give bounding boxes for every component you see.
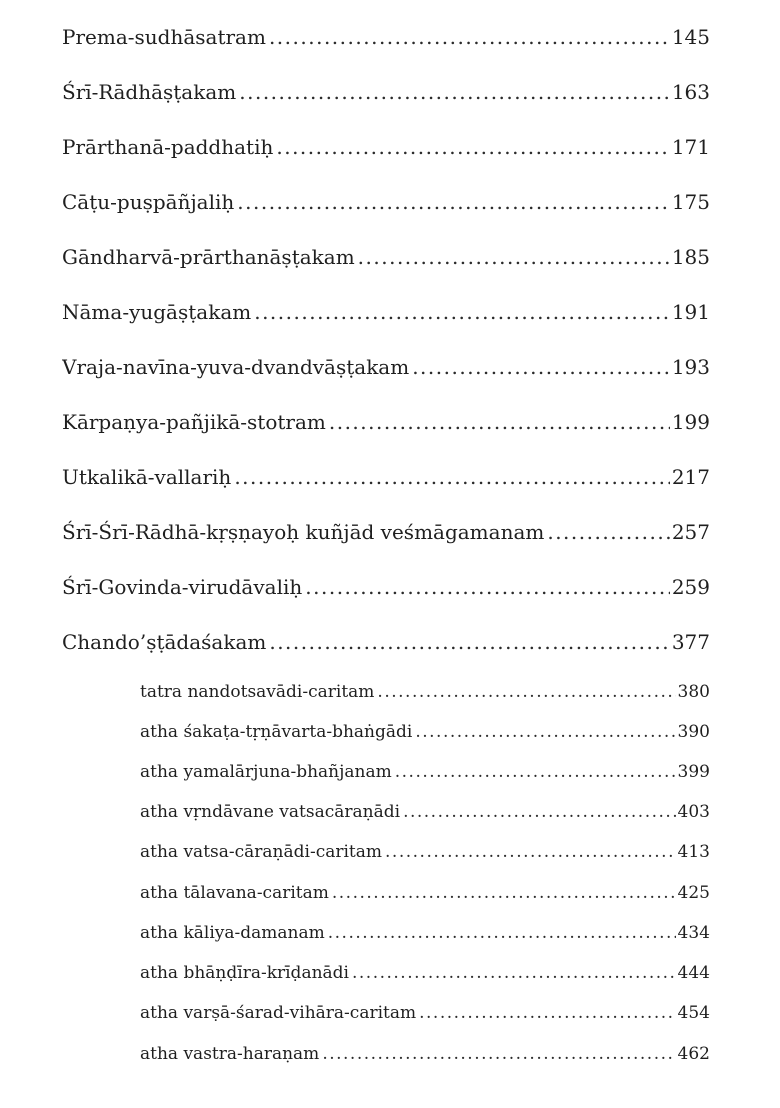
toc-subentry [140,1000,710,1026]
page-number: 403 [677,802,710,822]
dot-leader [332,880,676,906]
toc-entry [62,572,710,602]
toc-entry [62,242,710,272]
page-number: 444 [677,963,710,983]
entry-title: Chando’ṣṭādaśakam [62,630,267,654]
toc-entry [62,297,710,327]
entry-title: Śrī-Śrī-Rādhā-kṛṣṇayoḥ kuñjād veśmāgamanam [62,520,545,544]
dot-leader [415,719,675,745]
entry-title: Cāṭu-puṣpāñjaliḥ [62,190,235,214]
entry-title: Śrī-Rādhāṣṭakam [62,80,237,104]
page-number: 399 [677,762,710,782]
dot-leader [385,839,676,865]
toc-subentry [140,880,710,906]
toc-subentry [140,799,710,825]
page-number: 257 [671,520,710,544]
dot-leader [237,187,670,217]
entry-title: Śrī-Govinda-virudāvaliḥ [62,575,303,599]
page-number: 434 [677,923,710,943]
dot-leader [322,1041,675,1067]
page-number: 377 [671,630,710,654]
dot-leader [276,132,669,162]
entry-title: Nāma-yugāṣṭakam [62,300,252,324]
page-number: 175 [671,190,710,214]
page-number: 145 [671,25,710,49]
dot-leader [419,1000,675,1026]
entry-title: atha kāliya-damanam [140,923,325,943]
toc-entry [62,517,710,547]
entry-title: atha varṣā-śarad-vihāra-caritam [140,1003,417,1023]
entry-title: atha tālavana-caritam [140,883,329,903]
toc-subentry [140,960,710,986]
dot-leader [358,242,670,272]
page-number: 454 [677,1003,710,1023]
entry-title: Prārthanā-paddhatiḥ [62,135,274,159]
dot-leader [328,920,676,946]
dot-leader [412,352,670,382]
entry-title: atha yamalārjuna-bhañjanam [140,762,392,782]
page-number: 191 [671,300,710,324]
page-number: 425 [677,883,710,903]
dot-leader [329,407,670,437]
page-number: 462 [677,1044,710,1064]
entry-title: atha vatsa-cāraṇādi-caritam [140,842,383,862]
dot-leader [269,22,670,52]
page-number: 380 [677,682,710,702]
entry-title: Vraja-navīna-yuva-dvandvāṣṭakam [62,355,410,379]
page-number: 217 [671,465,710,489]
toc-subentry [140,839,710,865]
toc-entry [62,187,710,217]
entry-title: atha vṛndāvane vatsacāraṇādi [140,802,401,822]
toc-subentry [140,920,710,946]
page-number: 413 [677,842,710,862]
entry-title: atha śakaṭa-tṛṇāvarta-bhaṅgādi [140,722,413,742]
entry-title: Gāndharvā-prārthanāṣṭakam [62,245,355,269]
toc-entry [62,132,710,162]
page-number: 193 [671,355,710,379]
toc-entry [62,77,710,107]
page-number: 390 [677,722,710,742]
entry-title: Kārpaṇya-pañjikā-stotram [62,410,326,434]
entry-title: Prema-sudhāsatram [62,25,266,49]
page-number: 199 [671,410,710,434]
dot-leader [305,572,670,602]
toc-subentry [140,679,710,705]
page-number: 171 [671,135,710,159]
toc-subentry [140,759,710,785]
toc-entry [62,462,710,492]
entry-title: atha bhāṇḍīra-krīḍanādi [140,963,349,983]
page-number: 185 [671,245,710,269]
toc-subentry [140,719,710,745]
toc-subentry [140,1041,710,1067]
dot-leader [269,627,669,657]
entry-title: tatra nandotsavādi-caritam [140,682,375,702]
dot-leader [352,960,676,986]
toc-entry [62,22,710,52]
toc-entry [62,627,710,657]
page-number: 259 [671,575,710,599]
toc-entry [62,407,710,437]
dot-leader [239,77,670,107]
dot-leader [547,517,669,547]
entry-title: atha vastra-haraṇam [140,1044,320,1064]
dot-leader [234,462,670,492]
dot-leader [377,679,675,705]
dot-leader [403,799,675,825]
entry-title: Utkalikā-vallariḥ [62,465,232,489]
dot-leader [395,759,676,785]
page-number: 163 [671,80,710,104]
toc-entry [62,352,710,382]
dot-leader [254,297,670,327]
